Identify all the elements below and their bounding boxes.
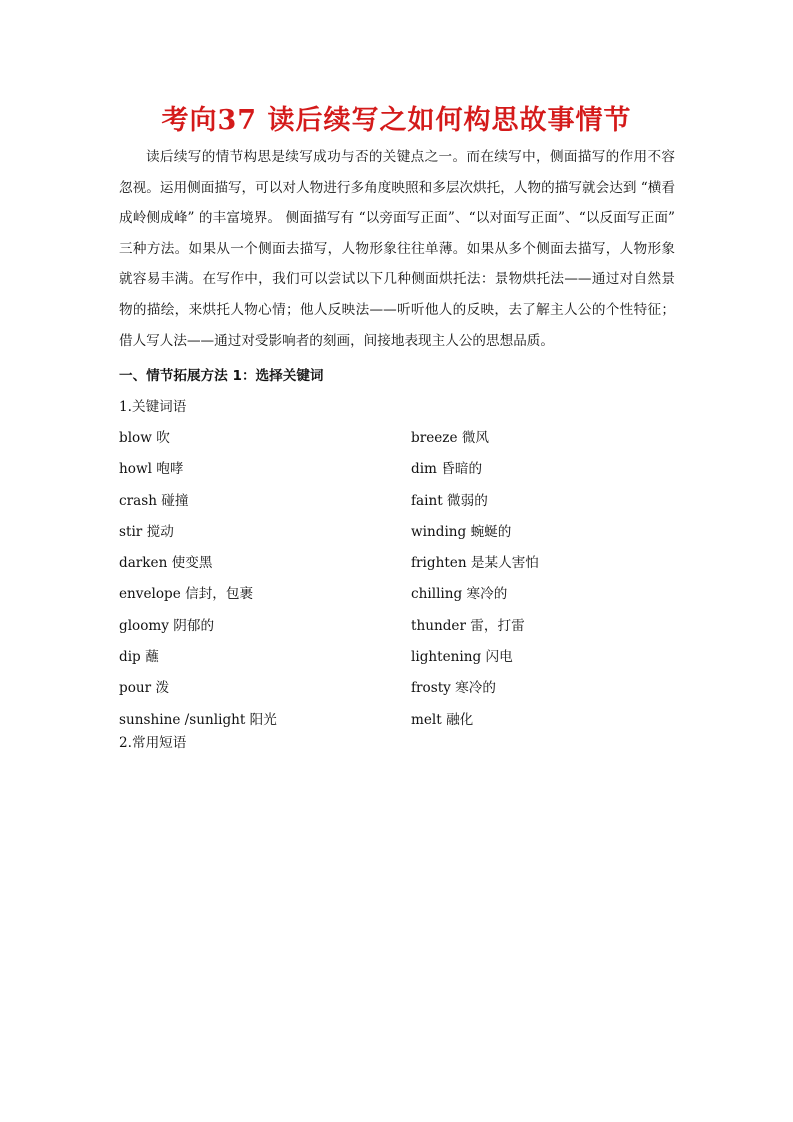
vocab-row xyxy=(119,520,675,551)
vocab-item: pour 泼 xyxy=(119,680,170,697)
vocab-row xyxy=(119,426,675,457)
section-heading: 一、情节拓展方法 1：选择关键词 xyxy=(119,368,324,384)
vocab-item: thunder 雷，打雷 xyxy=(411,617,525,634)
intro-paragraph: 读后续写的情节构思是续写成功与否的关键点之一。而在续写中，侧面描写的作用不容忽视。运用侧面描写，可以对人物进行多角度映照和多层次烘托，人物的描写就会达到 “横看成岭侧成峰” 的丰富境界。 侧面描写有 “以旁面写正面”、“以对面写正面”、“以反面写正面” 三种方法。如果从一个侧面去描写，人物形象往往单薄。如果从多个侧面去描写，人物形象就容易丰满。在写作中，我们可以尝试以下几种侧面烘托法：景物烘托法——通过对自然景物的描绘，来烘托人物心情；他人反映法——听听他人的反映，去了解主人公的个性特征；借人写人法——通过对受影响者的刻画，间接地表现主人公的思想品质。 xyxy=(119,149,675,349)
vocab-item: chilling 寒冷的 xyxy=(411,586,508,603)
vocab-row xyxy=(119,489,675,520)
vocab-item: stir 搅动 xyxy=(119,523,174,540)
vocab-row xyxy=(119,457,675,488)
vocab-item: sunshine /sunlight 阳光 xyxy=(119,711,277,728)
page-title: 考向37 读后续写之如何构思故事情节 xyxy=(161,105,632,136)
vocab-item: breeze 微风 xyxy=(411,430,490,446)
vocab-row xyxy=(119,676,675,707)
vocab-row xyxy=(119,614,675,645)
vocab-item: envelope 信封，包裹 xyxy=(119,586,254,603)
vocab-item: howl 咆哮 xyxy=(119,461,184,478)
vocab-item: dip 蘸 xyxy=(119,649,159,666)
vocab-item: faint 微弱的 xyxy=(411,492,488,509)
vocab-item: blow 吹 xyxy=(119,430,170,446)
vocab-item: gloomy 阴郁的 xyxy=(119,617,215,634)
vocab-item: frosty 寒冷的 xyxy=(411,680,496,697)
vocabulary-list xyxy=(119,426,675,739)
vocab-row xyxy=(119,708,675,739)
vocab-item: winding 蜿蜒的 xyxy=(411,523,512,540)
vocab-item: darken 使变黑 xyxy=(119,555,213,572)
vocab-item: frighten 是某人害怕 xyxy=(411,555,539,572)
vocab-item: crash 碰撞 xyxy=(119,492,189,509)
vocab-row xyxy=(119,645,675,676)
vocab-item: dim 昏暗的 xyxy=(411,461,483,478)
vocab-item: melt 融化 xyxy=(411,711,474,728)
subheading-keywords: 1.关键词语 xyxy=(119,399,187,415)
vocab-item: lightening 闪电 xyxy=(411,649,513,666)
vocab-row xyxy=(119,551,675,582)
subheading-phrases: 2.常用短语 xyxy=(119,735,187,751)
vocab-row xyxy=(119,582,675,613)
